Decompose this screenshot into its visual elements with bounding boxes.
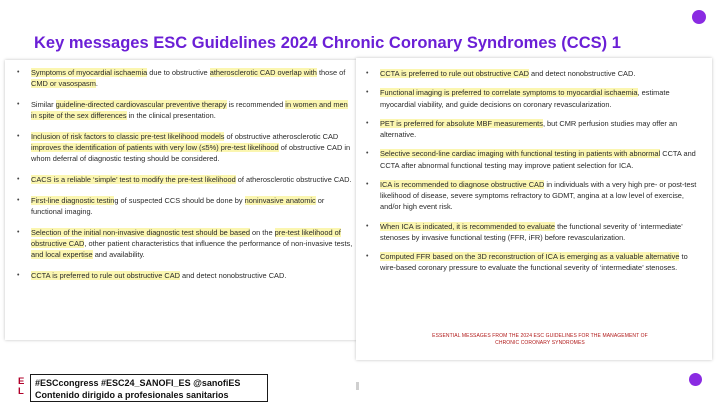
highlighted-text: CMD or vasospasm <box>31 79 96 89</box>
highlighted-text: Functional imaging is preferred to correlate symptoms to myocardial ischaemia <box>380 88 638 98</box>
right-bullet-4 <box>380 148 704 170</box>
right-bullet-7 <box>380 251 704 273</box>
figure-caption <box>380 333 700 347</box>
body-text: in individuals with a very high pre- or post-test likelihood of disease, severe symptoms refractory to GDMT, angina at a low level of exercise, and/or high event risk. <box>380 179 697 212</box>
body-text: , but CMR perfusion studies may offer an alternative. <box>380 118 678 139</box>
body-text: and detect nonobstructive CAD. <box>179 271 287 281</box>
decorative-dot-bottom <box>689 373 702 386</box>
scrollbar-thumb[interactable] <box>356 382 359 390</box>
body-text: . <box>95 79 98 89</box>
highlighted-text: Computed FFR based on the 3D reconstruction of ICA is emerging as a valuable alternative <box>380 252 680 261</box>
right-bullet-2 <box>380 87 704 109</box>
body-text: CCTA and CCTA after abnormal functional testing may improve patient selection for ICA. <box>380 149 696 170</box>
body-text: of obstructive CAD in whom deferral of diagnostic testing should be considered. <box>31 143 351 164</box>
left-bullet-5 <box>31 195 353 217</box>
body-text: those of <box>316 68 346 77</box>
body-text: is recommended <box>226 100 286 109</box>
highlighted-text: Selection of the initial non-invasive diagnostic test should be based <box>31 228 250 237</box>
body-text: to wire-based coronary pressure to evaluate the functional severity of ‘intermediate’ stenoses. <box>380 252 688 273</box>
body-text: and availability. <box>92 250 145 260</box>
page-title: Key messages ESC Guidelines 2024 Chronic Coronary Syndromes (CCS) 1 <box>34 34 621 52</box>
body-text: of atherosclerotic obstructive CAD. <box>235 175 352 185</box>
highlighted-text: and local expertise <box>31 250 93 260</box>
footer-banner <box>30 374 268 402</box>
decorative-dot-top <box>692 10 706 24</box>
body-text: of obstructive atherosclerotic CAD <box>224 132 339 141</box>
highlighted-text: First-line diagnostic testin <box>31 196 115 205</box>
highlighted-text: PET is preferred for absolute MBF measurements <box>380 118 543 128</box>
body-text: in the clinical presentation. <box>126 111 216 121</box>
logo-letter-bottom: L <box>18 386 24 397</box>
body-text: or functional imaging. <box>31 196 325 217</box>
right-bullet-3 <box>380 118 704 140</box>
left-bullet-7 <box>31 270 353 281</box>
highlighted-text: improves the identification of patients with very low (≤5%) pre-test likelihood <box>31 143 279 153</box>
highlighted-text: pre-test likelihood of obstructive CAD <box>31 228 341 249</box>
body-text: and detect nonobstructive CAD. <box>528 69 636 78</box>
body-text: , estimate myocardial viability, and guide decisions on coronary revascularization. <box>380 88 670 109</box>
right-bullet-6 <box>380 221 704 243</box>
right-bullet-5 <box>380 179 704 213</box>
highlighted-text: CCTA is preferred to rule out obstructive CAD <box>31 271 180 281</box>
right-bullet-1 <box>380 68 704 79</box>
body-text: the functional severity of ‘intermediate’ stenoses by invasive functional testing (FFR, iFR) before revascularization. <box>380 221 683 242</box>
highlighted-text: in women and men in spite of the sex differences <box>31 100 348 121</box>
left-panel <box>5 60 357 340</box>
highlighted-text: When ICA is indicated, it is recommended to evaluate <box>380 221 556 231</box>
body-text: g of suspected CCS should be done by <box>114 196 245 205</box>
left-bullet-3 <box>31 131 353 165</box>
highlighted-text: noninvasive anatomic <box>244 196 316 205</box>
left-bullet-2 <box>31 99 353 121</box>
esc-logo <box>18 377 30 399</box>
highlighted-text: CACS is a reliable ‘simple’ test to modify the pre-test likelihood <box>31 175 236 185</box>
right-bullet-list <box>380 68 704 282</box>
caption-line-2: CHRONIC CORONARY SYNDROMES <box>495 340 585 346</box>
body-text: on the <box>249 228 275 237</box>
left-bullet-6 <box>31 227 353 261</box>
highlighted-text: atherosclerotic CAD overlap with <box>209 68 317 77</box>
body-text: Similar <box>31 100 56 109</box>
left-bullet-4 <box>31 174 353 185</box>
highlighted-text: CCTA is preferred to rule out obstructive CAD <box>380 69 529 78</box>
highlighted-text: Inclusion of risk factors to classic pre-test likelihood models <box>31 132 225 141</box>
left-bullet-list <box>31 67 353 291</box>
right-panel <box>356 58 712 360</box>
logo-letter-top: E <box>18 376 25 387</box>
body-text: due to obstructive <box>147 68 210 77</box>
footer-disclaimer: Contenido dirigido a profesionales sanitarios <box>35 390 229 400</box>
caption-line-1: ESSENTIAL MESSAGES FROM THE 2024 ESC GUIDELINES FOR THE MANAGEMENT OF <box>432 333 648 339</box>
highlighted-text: ICA is recommended to diagnose obstructive CAD <box>380 179 545 189</box>
body-text: , other patient characteristics that influence the performance of non-invasive tests, <box>84 239 353 249</box>
footer-hashtags: #ESCcongress #ESC24_SANOFI_ES @sanofiES <box>35 378 241 388</box>
highlighted-text: Symptoms of myocardial ischaemia <box>31 68 148 77</box>
left-bullet-1 <box>31 67 353 89</box>
highlighted-text: Selective second-line cardiac imaging with functional testing in patients with abnormal <box>380 149 661 159</box>
highlighted-text: guideline-directed cardiovascular preventive therapy <box>55 100 227 109</box>
